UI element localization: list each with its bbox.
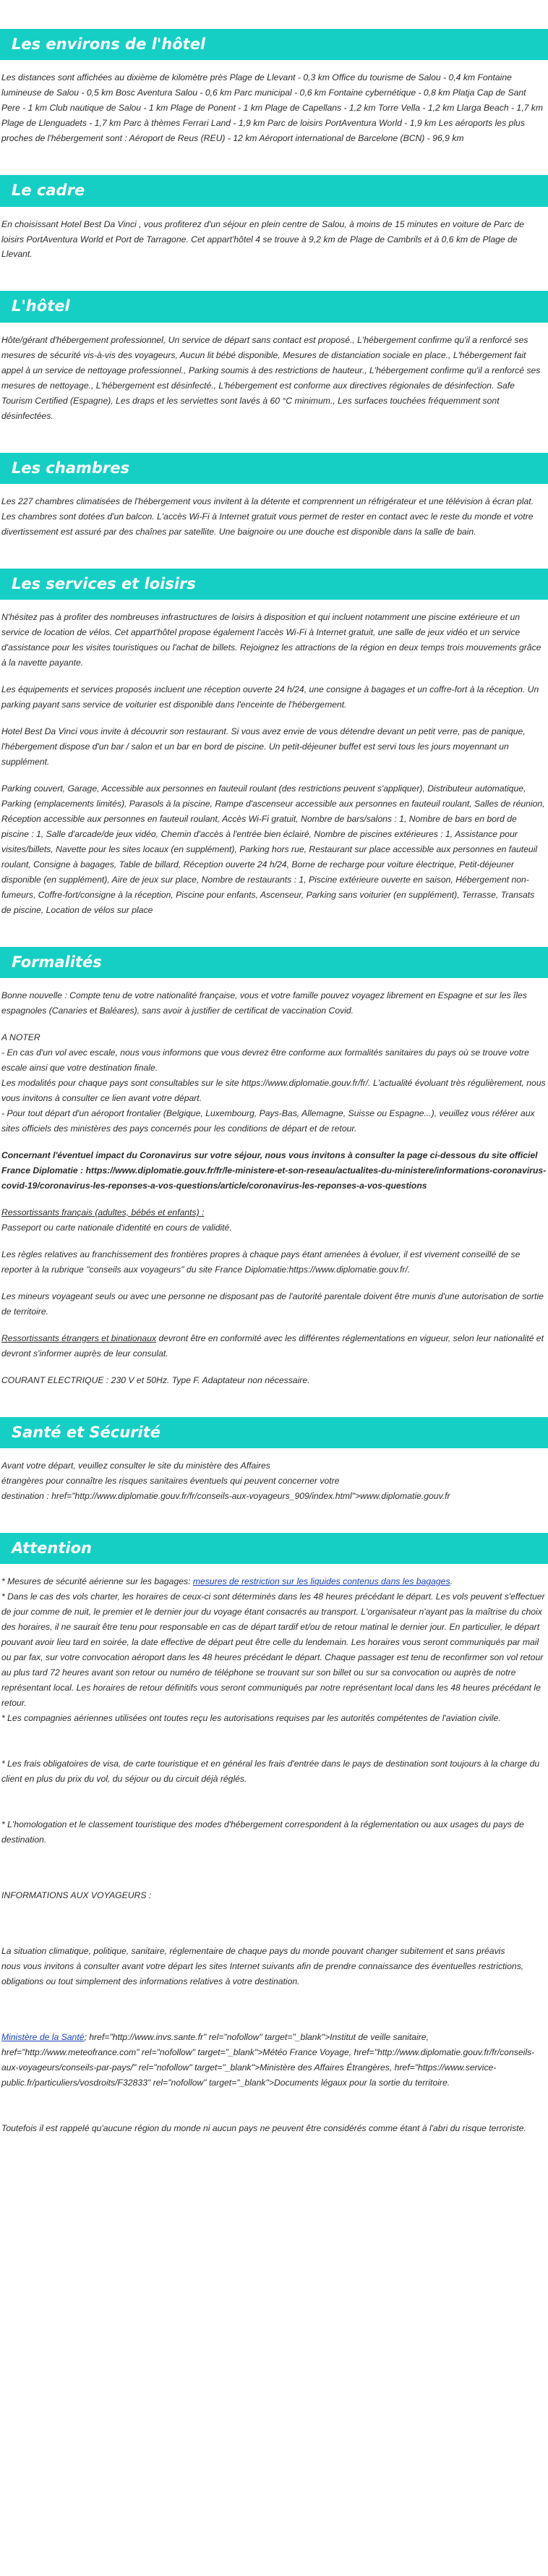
section-title-sante: Santé et Sécurité <box>0 1417 548 1448</box>
note-line: - En cas d'un vol avec escale, nous vous informons que vous devrez être conforme aux formalités sanitaires du pays où se trouve votre escale ainsi que votre destination finale. <box>1 1047 529 1074</box>
power-info: COURANT ELECTRIQUE : 230 V et 50Hz. Type F. Adaptateur non nécessaire. <box>1 1374 310 1385</box>
note-line: Les modalités pour chaque pays sont consultables sur le site https://www.diplomatie.gouv.fr/fr/. L'actualité évoluant très régulièrement, nous vous invitons à consulter ce lien avant votre départ. <box>1 1078 546 1104</box>
section-cadre <box>0 175 548 262</box>
sante-line: destination : href="http://www.diplomatie.gouv.fr/fr/conseils-aux-voyageurs_909/index.html">www.diplomatie.gouv.fr <box>1 1491 450 1502</box>
section-title-formalites: Formalités <box>0 947 548 978</box>
luggage-suffix: . <box>450 1576 453 1587</box>
chambres-text: Les 227 chambres climatisées de l'hébergement vous invitent à la détente et comprennent un réfrigérateur et une télévision à écran plat. Les chambres sont dotées d'un balcon. L'accès Wi-Fi à Internet gratuit vous permet de rester en contact avec le reste du monde et votre divertissement est assuré par des chaînes par satellite. Une baignoire ou une douche est disponible dans la salle de bain. <box>1 496 534 537</box>
foreign-nationals-body: devront être en conformité avec les différentes réglementations en vigueur, selon leur nationalité et devront s'informer auprès de leur consulat. <box>1 1332 544 1359</box>
section-title-environs: Les environs de l'hôtel <box>0 29 548 60</box>
french-nationals-label <box>0 1205 548 1220</box>
french-nationals-heading: Ressortissants français (adultes, bébés et enfants) : <box>1 1207 205 1218</box>
section-attention <box>0 1533 548 2136</box>
border-rules-text: Les règles relatives au franchissement des frontières propres à chaque pays étant amenées à évoluer, il est vivement conseillé de se reporter à la rubrique "conseils aux voyageurs" du site France Diplomatie:https://www.diplomatie.gouv.fr/. <box>1 1249 521 1275</box>
section-title-hotel: L'hôtel <box>0 291 548 322</box>
minors-text: Les mineurs voyageant seuls ou avec une personne ne disposant pas de l'autorité parentale doivent être munis d'une autorisation de sortie de territoire. <box>1 1291 544 1317</box>
section-title-services: Les services et loisirs <box>0 569 548 600</box>
ministere-sante-link[interactable]: Ministère de la Santé <box>1 2032 85 2043</box>
section-formalites <box>0 947 548 1388</box>
sante-line: étrangères pour connaître les risques sanitaires éventuels qui peuvent concerner votre <box>1 1476 340 1487</box>
services-paragraph: Parking couvert, Garage, Accessible aux personnes en fauteuil roulant (des restrictions peuvent s'appliquer), Distributeur automatique, Parking (emplacements limités), Parasols à la piscine, Rampe d'ascenseur accessible aux personnes en fauteuil roulant, Salles de réunion, Réception accessible aux personnes en fauteuil roulant, Accès Wi-Fi gratuit, Nombre de bars/salons : 1, Nombre de bars en bord de piscine : 1, Salle d'arcade/de jeux vidéo, Chemin d'accès à l'entrée bien éclairé, Nombre de piscines extérieures : 1, Assistance pour visites/billets, Navette pour les sites locaux (en supplément), Parking hors rue, Restaurant sur place accessible aux personnes en fauteuil roulant, Consigne à bagages, Table de billard, Réception ouverte 24 h/24, Borne de recharge pour voiture électrique, Petit-déjeuner disponible (en supplément), Aire de jeux sur place, Nombre de restaurants : 1, Piscine extérieure ouverte en saison, Hébergement non-fumeurs, Coffre-fort/consigne à la réception, Piscine pour enfants, Ascenseur, Parking sans voiturier (en supplément), Terrasse, Transats de piscine, Location de vélos sur place <box>1 783 545 915</box>
foreign-nationals-heading: Ressortissants étrangers et binationaux <box>1 1332 157 1343</box>
attention-charter: * Dans le cas des vols charter, les horaires de ceux-ci sont déterminés dans les 48 heures précédant le départ. Les vols peuvent s'effectuer de jour comme de nuit, le premier et le dernier jour du voyage étant consacrés au transport. L'organisateur n'ayant pas la maîtrise du choix des horaires, il ne saurait être tenu pour responsable en cas de départ tardif et/ou de retour matinal le dernier jour. En particulier, le départ pouvant avoir lieu tard en soirée, la date effective de départ peut être celle du lendemain. Les horaires vous seront communiqués par mail ou par fax, sur votre convocation aéroport dans les 48 heures précédant le départ. Chaque passager est tenu de reconfirmer son vol retour au plus tard 72 heures avant son retour ou numéro de téléphone se trouvant sur son billet ou sur sa convocation ou auprès de notre représentant local. Les horaires de retour définitifs vous seront communiqués par notre représentant local dans les 48 heures précédant le retour. <box>1 1591 545 1709</box>
cadre-text: En choisissant Hotel Best Da Vinci , vous profiterez d'un séjour en plein centre de Salou, à moins de 15 minutes en voiture de Parc de loisirs PortAventura World et Port de Tarragone. Cet appart'hôtel 4 se trouve à 9,2 km de Plage de Cambrils et à 0,6 km de Plage de Llevant. <box>1 218 524 260</box>
attention-classification: * L'homologation et le classement touristique des modes d'hébergement correspondent à la réglementation ou aux usages du pays de destination. <box>1 1819 524 1845</box>
sante-line: Avant votre départ, veuillez consulter le site du ministère des Affaires <box>1 1461 270 1471</box>
french-nationals-text: Passeport ou carte nationale d'identité en cours de validité. <box>1 1223 232 1233</box>
ministry-links-rest: ; href="http://www.invs.sante.fr" rel="nofollow" target="_blank">Institut de veille sanitaire, href="http://www.meteofrance.com" rel="nofollow" target="_blank">Météo France Voyage, href="http://www.diplomatie.gouv.fr/fr/conseils-aux-voyageurs/conseils-par-pays/" rel="nofollow" target="_blank">Ministère des Affaires Étrangères, href="https://www.service-public.fr/particuliers/vosdroits/F32833" rel="nofollow" target="_blank">Documents légaux pour la sortie du territoire. <box>1 2032 535 2088</box>
section-title-attention: Attention <box>0 1533 548 1564</box>
section-environs <box>0 29 548 146</box>
ministry-links <box>0 2030 548 2091</box>
services-paragraph: N'hésitez pas à profiter des nombreuses infrastructures de loisirs à disposition et qui incluent notamment une piscine extérieure et un service de location de vélos. Cet appart'hôtel propose également l'accès Wi-Fi à Internet gratuit, une salle de jeux vidéo et un service d'assistance pour les visites touristiques ou l'achat de billets. Rejoignez les attractions de la région en deux temps trois mouvements grâce à la navette payante. <box>1 612 541 668</box>
foreign-nationals-text <box>0 1331 548 1361</box>
services-paragraph: Les équipements et services proposés incluent une réception ouverte 24 h/24, une consigne à bagages et un coffre-fort à la réception. Un parking payant sans service de voiturier est disponible dans l'enceinte de l'hébergement. <box>1 684 539 710</box>
info-line: La situation climatique, politique, sanitaire, réglementaire de chaque pays du monde pouvant changer subitement et sans préavis <box>1 1946 505 1957</box>
section-title-cadre: Le cadre <box>0 175 548 206</box>
section-services <box>0 569 548 918</box>
coronavirus-notice: Concernant l'éventuel impact du Coronavirus sur votre séjour, nous vous invitons à consulter la page ci-dessous du site officiel France Diplomatie : https://www.diplomatie.gouv.fr/fr/le-ministere-et-son-reseau/actualites-du-ministere/informations-coronavirus-covid-19/coronavirus-les-reponses-a-vos-questions/article/coronavirus-les-reponses-a-vos-questions <box>1 1150 547 1191</box>
formalites-intro: Bonne nouvelle : Compte tenu de votre nationalité française, vous et votre famille pouvez voyagez librement en Espagne et sur les îles espagnoles (Canaries et Baléares), sans avoir à justifier de certificat de vaccination Covid. <box>1 990 527 1016</box>
section-title-chambres: Les chambres <box>0 453 548 484</box>
section-hotel <box>0 291 548 423</box>
terrorism-notice: Toutefois il est rappelé qu'aucune région du monde ni aucun pays ne peuvent être considérés comme étant à l'abri du risque terroriste. <box>1 2123 526 2134</box>
section-sante <box>0 1417 548 1504</box>
liquids-restriction-link[interactable]: mesures de restriction sur les liquides contenus dans les bagages <box>192 1576 450 1587</box>
environs-text: Les distances sont affichées au dixième de kilomètre près Plage de Llevant - 0,3 km Office du tourisme de Salou - 0,4 km Fontaine lumineuse de Salou - 0,5 km Bosc Aventura Salou - 0,6 km Parc municipal - 0,6 km Fontaine cybernétique - 0,8 km Platja Cap de Sant Pere - 1 km Club nautique de Salou - 1 km Plage de Ponent - 1 km Plage de Capellans - 1,2 km Torre Vella - 1,2 km Llarga Beach - 1,7 km Plage de Llenguadets - 1,7 km Parc à thèmes Ferrari Land - 1,9 km Parc de loisirs PortAventura World - 1,9 km Les aéroports les plus proches de l'hébergement sont : Aéroport de Reus (REU) - 12 km Aéroport international de Barcelone (BCN) - 96,9 km <box>1 72 544 144</box>
info-line: nous vous invitons à consulter avant votre départ les sites Internet suivants afin de prendre connaissance des éventuelles restrictions, obligations ou tout simplement des informations relatives à votre destination. <box>1 1961 524 1987</box>
attention-airlines: * Les compagnies aériennes utilisées ont toutes reçu les autorisations requises par les autorités compétentes de l'aviation civile. <box>1 1713 501 1724</box>
note-line: - Pour tout départ d'un aéroport frontalier (Belgique, Luxembourg, Pays-Bas, Allemagne, Suisse ou Espagne...), veuillez vous référer aux sites officiels des ministères des pays concernés pour les conditions de départ et de retour. <box>1 1108 535 1134</box>
attention-luggage <box>0 1574 548 1589</box>
info-voyageurs-label: INFORMATIONS AUX VOYAGEURS : <box>1 1890 152 1901</box>
services-paragraph: Hotel Best Da Vinci vous invite à découvrir son restaurant. Si vous avez envie de vous détendre devant un petit verre, pas de panique, l'hébergement dispose d'un bar / salon et un bar en bord de piscine. Un petit-déjeuner buffet est servi tous les jours moyennant un supplément. <box>1 726 526 768</box>
hotel-text: Hôte/gérant d'hébergement professionnel, Un service de départ sans contact est proposé., L'hébergement confirme qu'il a renforcé ses mesures de sécurité vis-à-vis des voyageurs, Aucun lit bébé disponible, Mesures de distanciation sociale en place., L'hébergement fait appel à un service de nettoyage professionnel., Parking soumis à des restrictions de hauteur., L'hébergement confirme qu'il a renforcé ses mesures de nettoyage., L'hébergement est désinfecté., L'hébergement est conforme aux directives régionales de désinfection. Safe Tourism Certified (Espagne), Les draps et les serviettes sont lavés à 60 °C minimum., Les surfaces touchées fréquemment sont désinfectées. <box>1 334 541 421</box>
note-label: A NOTER <box>1 1032 40 1043</box>
section-chambres <box>0 453 548 540</box>
luggage-prefix: * Mesures de sécurité aérienne sur les bagages: <box>1 1576 193 1587</box>
attention-visa: * Les frais obligatoires de visa, de carte touristique et en général les frais d'entrée dans le pays de destination sont toujours à la charge du client en plus du prix du vol, du séjour ou du circuit déjà réglés. <box>1 1759 540 1785</box>
